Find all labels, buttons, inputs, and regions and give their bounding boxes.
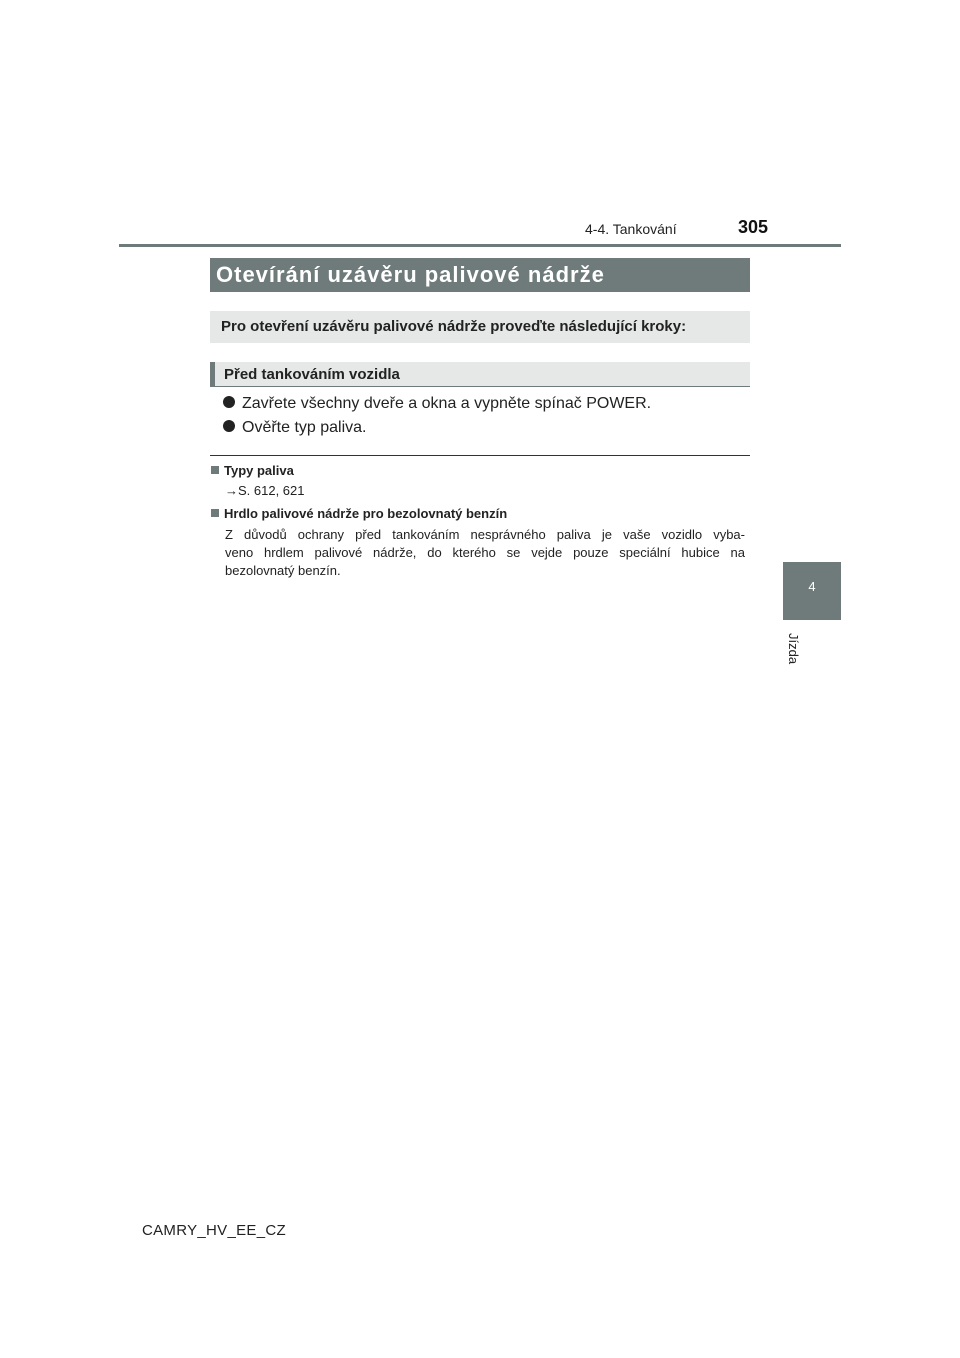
note-line: Z důvodů ochrany před tankováním nesprávného paliva je vaše vozidlo vyba- — [225, 527, 745, 542]
footer-code: CAMRY_HV_EE_CZ — [142, 1222, 286, 1239]
bullet-icon — [223, 420, 235, 432]
chapter-tab-number: 4 — [808, 579, 816, 594]
page-number: 305 — [738, 217, 769, 237]
bullet-item — [223, 395, 651, 413]
note-heading: Hrdlo palivové nádrže pro bezolovnatý benzín — [211, 506, 507, 521]
note-paragraph — [225, 526, 745, 580]
chapter-tab-label: Jízda — [786, 633, 801, 665]
square-bullet-icon — [211, 466, 219, 474]
section-title: 4-4. Tankování — [585, 221, 677, 237]
subsection-heading: Před tankováním vozidla — [210, 362, 750, 387]
subsection-underline — [210, 386, 750, 387]
section-divider — [210, 455, 750, 456]
note-line: veno hrdlem palivové nádrže, do kterého se vejde pouze speciální hubice na — [225, 545, 745, 560]
bullet-text: Zavřete všechny dveře a okna a vypněte spínač POWER. — [242, 395, 652, 412]
bullet-text: Ověřte typ paliva. — [242, 419, 367, 436]
note-heading: Typy paliva — [211, 463, 294, 478]
note-text: →S. 612, 621 — [225, 483, 305, 498]
page-title: Otevírání uzávěru palivové nádrže — [210, 258, 750, 292]
bullet-icon — [223, 396, 235, 408]
square-bullet-icon — [211, 509, 219, 517]
bullet-item — [223, 419, 367, 437]
header-divider — [119, 244, 841, 247]
intro-box: Pro otevření uzávěru palivové nádrže proveďte následující kroky: — [210, 311, 750, 343]
note-line: bezolovnatý benzín. — [225, 563, 341, 578]
